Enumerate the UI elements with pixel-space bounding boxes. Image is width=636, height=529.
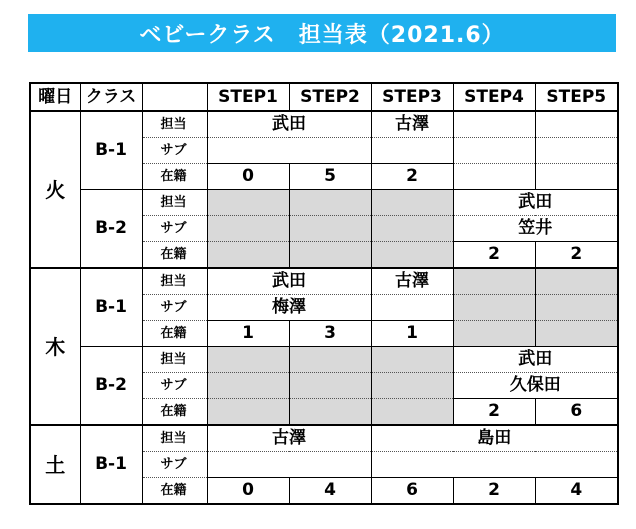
role-label: サブ — [142, 216, 207, 242]
role-label: サブ — [142, 452, 207, 478]
cell-empty — [371, 452, 618, 478]
table-row — [30, 268, 618, 295]
cell-name: 古澤 — [371, 111, 453, 138]
role-label: 担当 — [142, 268, 207, 295]
class-label: B-1 — [80, 111, 142, 190]
cell-name: 武田 — [207, 111, 371, 138]
cell-count: 4 — [535, 478, 618, 505]
cell-name: 久保田 — [453, 373, 618, 399]
role-label: 在籍 — [142, 321, 207, 347]
cell-name: 武田 — [207, 268, 371, 295]
cell-shaded — [289, 190, 371, 216]
role-label: 在籍 — [142, 478, 207, 505]
cell-empty — [453, 138, 535, 164]
cell-empty — [207, 452, 371, 478]
header-step5: STEP5 — [535, 83, 618, 111]
cell-empty — [371, 295, 453, 321]
cell-name: 古澤 — [371, 268, 453, 295]
cell-shaded — [289, 399, 371, 426]
role-label: サブ — [142, 138, 207, 164]
cell-empty — [535, 138, 618, 164]
cell-empty — [207, 138, 371, 164]
cell-count: 3 — [289, 321, 371, 347]
cell-shaded — [371, 373, 453, 399]
role-label: 在籍 — [142, 399, 207, 426]
cell-count: 1 — [207, 321, 289, 347]
class-label: B-2 — [80, 190, 142, 269]
cell-name: 島田 — [371, 425, 618, 452]
class-label: B-1 — [80, 425, 142, 504]
cell-shaded — [371, 242, 453, 269]
cell-empty — [453, 111, 535, 138]
header-role — [142, 83, 207, 111]
class-label: B-2 — [80, 347, 142, 426]
role-label: 担当 — [142, 347, 207, 373]
header-step4: STEP4 — [453, 83, 535, 111]
header-step2: STEP2 — [289, 83, 371, 111]
cell-count: 0 — [207, 478, 289, 505]
cell-shaded — [207, 242, 289, 269]
table-row — [30, 111, 618, 138]
cell-shaded — [371, 190, 453, 216]
cell-count: 2 — [535, 242, 618, 269]
table-row — [30, 347, 618, 373]
cell-shaded — [371, 216, 453, 242]
header-row — [30, 83, 618, 111]
cell-shaded — [207, 190, 289, 216]
cell-shaded — [207, 399, 289, 426]
day-label-sat: 土 — [30, 425, 80, 504]
header-step3: STEP3 — [371, 83, 453, 111]
page-title: ベビークラス 担当表（2021.6） — [28, 14, 616, 52]
cell-shaded — [535, 321, 618, 347]
cell-count: 1 — [371, 321, 453, 347]
cell-count: 4 — [289, 478, 371, 505]
cell-shaded — [207, 373, 289, 399]
cell-shaded — [289, 373, 371, 399]
role-label: 担当 — [142, 190, 207, 216]
cell-shaded — [289, 216, 371, 242]
cell-count: 6 — [371, 478, 453, 505]
role-label: 担当 — [142, 111, 207, 138]
table-row — [30, 425, 618, 452]
day-label-thu: 木 — [30, 268, 80, 425]
cell-shaded — [453, 295, 535, 321]
cell-shaded — [535, 295, 618, 321]
cell-count: 2 — [453, 242, 535, 269]
cell-shaded — [371, 399, 453, 426]
cell-empty — [453, 164, 535, 190]
cell-name: 笠井 — [453, 216, 618, 242]
cell-count: 6 — [535, 399, 618, 426]
role-label: 在籍 — [142, 164, 207, 190]
cell-empty — [535, 111, 618, 138]
cell-shaded — [207, 347, 289, 373]
cell-name: 武田 — [453, 190, 618, 216]
cell-count: 5 — [289, 164, 371, 190]
cell-shaded — [535, 268, 618, 295]
role-label: サブ — [142, 373, 207, 399]
cell-name: 古澤 — [207, 425, 371, 452]
cell-shaded — [453, 321, 535, 347]
cell-empty — [371, 138, 453, 164]
cell-shaded — [289, 347, 371, 373]
role-label: サブ — [142, 295, 207, 321]
cell-shaded — [207, 216, 289, 242]
schedule-table — [29, 82, 619, 505]
header-step1: STEP1 — [207, 83, 289, 111]
cell-count: 2 — [453, 399, 535, 426]
header-day: 曜日 — [30, 83, 80, 111]
cell-shaded — [371, 347, 453, 373]
table-row — [30, 190, 618, 216]
cell-count: 2 — [371, 164, 453, 190]
header-class: クラス — [80, 83, 142, 111]
cell-shaded — [453, 268, 535, 295]
role-label: 担当 — [142, 425, 207, 452]
cell-count: 0 — [207, 164, 289, 190]
day-label-tue: 火 — [30, 111, 80, 268]
cell-shaded — [289, 242, 371, 269]
class-label: B-1 — [80, 268, 142, 347]
cell-name: 武田 — [453, 347, 618, 373]
cell-empty — [535, 164, 618, 190]
cell-name: 梅澤 — [207, 295, 371, 321]
cell-count: 2 — [453, 478, 535, 505]
role-label: 在籍 — [142, 242, 207, 269]
